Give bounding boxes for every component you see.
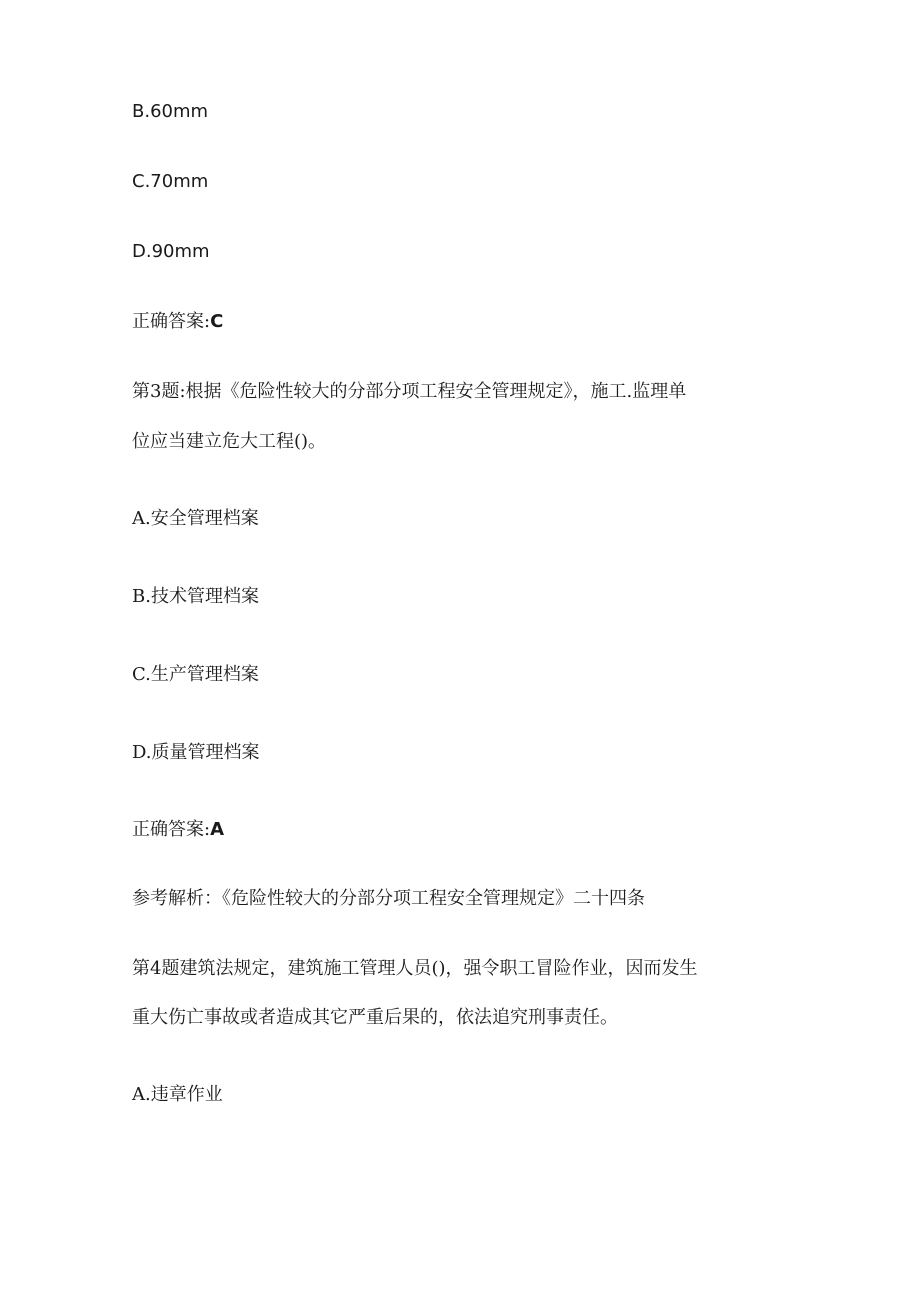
q3-stem-line1: 第3题:根据《危险性较大的分部分项工程安全管理规定》，施工.监理单: [132, 381, 687, 402]
q2-option-c: C.70mm: [132, 171, 209, 192]
q2-option-d: D.90mm: [132, 241, 210, 262]
q2-answer-label: 正确答案:: [132, 311, 211, 332]
q2-answer: [132, 309, 223, 335]
q2-answer-value: C: [210, 311, 224, 332]
q4-stem-line2: 重大伤亡事故或者造成其它严重后果的，依法追究刑事责任。: [132, 1007, 618, 1028]
q3-option-d: D.质量管理档案: [132, 742, 260, 763]
q3-stem-line2: 位应当建立危大工程()。: [132, 431, 327, 452]
q4-option-a: A.违章作业: [132, 1084, 223, 1105]
q3-analysis: 参考解析：《危险性较大的分部分项工程安全管理规定》二十四条: [132, 888, 645, 909]
q3-answer-label: 正确答案:: [132, 819, 211, 840]
q2-option-b: B.60mm: [132, 101, 209, 122]
q3-option-a: A.安全管理档案: [132, 508, 259, 529]
q3-option-c: C.生产管理档案: [132, 664, 259, 685]
q4-stem-line1: 第4题建筑法规定，建筑施工管理人员()，强令职工冒险作业，因而发生: [132, 958, 698, 979]
q3-option-b: B.技术管理档案: [132, 586, 259, 607]
q3-answer: [132, 817, 224, 843]
q3-answer-value: A: [210, 819, 225, 840]
